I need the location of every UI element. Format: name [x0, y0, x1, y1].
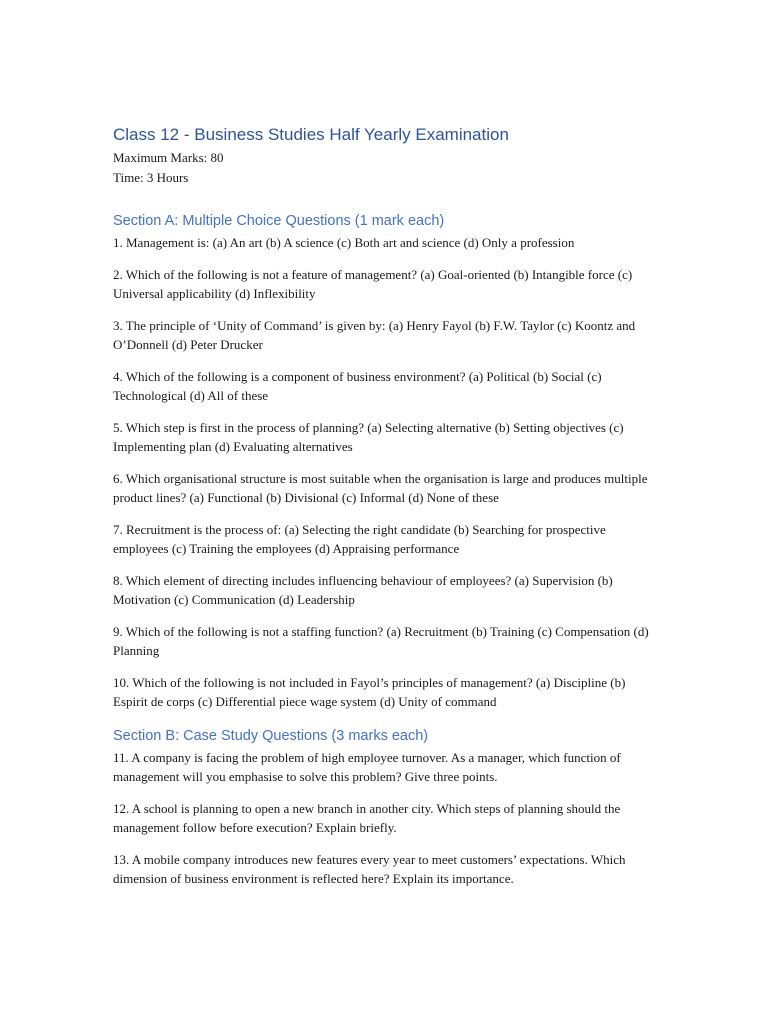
document-title: Class 12 - Business Studies Half Yearly Examination [113, 125, 509, 144]
question-12: 12. A school is planning to open a new branch in another city. Which steps of planning should the management follow before execution? Explain briefly. [113, 800, 621, 835]
exam-document [113, 124, 658, 901]
section-b-heading: Section B: Case Study Questions (3 marks each) [113, 727, 429, 744]
question-1: 1. Management is: (a) An art (b) A science (c) Both art and science (d) Only a profession [113, 235, 575, 250]
question-9: 9. Which of the following is not a staffing function? (a) Recruitment (b) Training (c) Compensation (d) Planning [113, 623, 649, 658]
question-4: 4. Which of the following is a component of business environment? (a) Political (b) Social (c) Technological (d) All of these [113, 368, 602, 403]
question-5: 5. Which step is first in the process of planning? (a) Selecting alternative (b) Setting objectives (c) Implementing plan (d) Evaluating alternatives [113, 419, 624, 454]
question-13: 13. A mobile company introduces new features every year to meet customers’ expectations. Which dimension of business environment is reflected here? Explain its importance. [113, 851, 626, 886]
question-2: 2. Which of the following is not a feature of management? (a) Goal-oriented (b) Intangible force (c) Universal applicability (d) Inflexibility [113, 266, 633, 301]
section-a-heading: Section A: Multiple Choice Questions (1 mark each) [113, 213, 445, 229]
question-3: 3. The principle of ‘Unity of Command’ is given by: (a) Henry Fayol (b) F.W. Taylor (c) Koontz and O’Donnell (d) Peter Drucker [113, 317, 636, 352]
maximum-marks: Maximum Marks: 80 [113, 150, 224, 165]
question-7: 7. Recruitment is the process of: (a) Selecting the right candidate (b) Searching for prospective employees (c) Training the employees (d) Appraising performance [113, 521, 606, 556]
exam-time: Time: 3 Hours [113, 170, 189, 185]
question-6: 6. Which organisational structure is most suitable when the organisation is large and produces multiple product lines? (a) Functional (b) Divisional (c) Informal (d) None of these [113, 470, 648, 505]
question-8: 8. Which element of directing includes influencing behaviour of employees? (a) Supervision (b) Motivation (c) Communication (d) Leadership [113, 572, 613, 607]
question-10: 10. Which of the following is not included in Fayol’s principles of management? (a) Discipline (b) Espirit de corps (c) Differential piece wage system (d) Unity of command [113, 674, 626, 709]
question-11: 11. A company is facing the problem of high employee turnover. As a manager, which function of management will you emphasise to solve this problem? Give three points. [113, 749, 621, 784]
